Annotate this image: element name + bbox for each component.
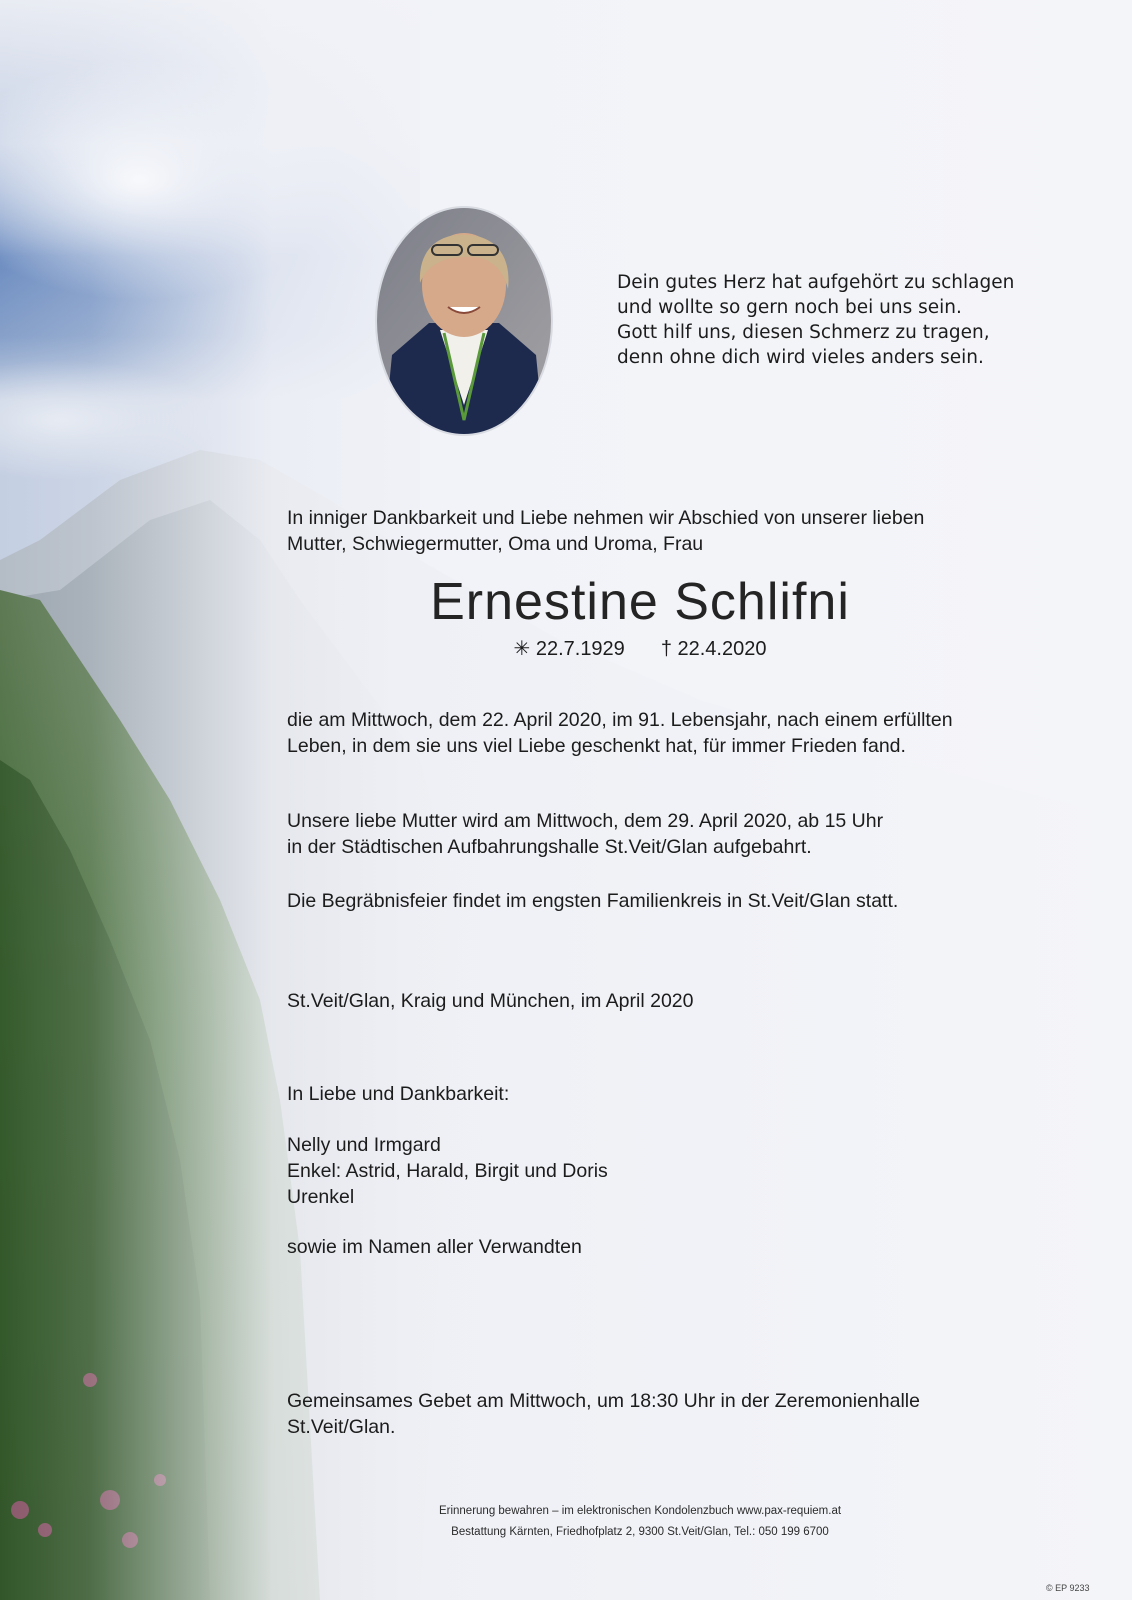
intro-paragraph bbox=[287, 505, 924, 557]
poem-line: und wollte so gern noch bei uns sein. bbox=[617, 297, 962, 318]
funeral-paragraph bbox=[287, 888, 898, 914]
death-date: † 22.4.2020 bbox=[660, 638, 767, 660]
death-paragraph bbox=[287, 707, 953, 759]
intro-line: In inniger Dankbarkeit und Liebe nehmen wir Abschied von unserer lieben bbox=[287, 507, 925, 529]
footer-address-line: Bestattung Kärnten, Friedhofplatz 2, 9300 St.Veit/Glan, Tel.: 050 199 6700 bbox=[451, 1526, 829, 1538]
lying-in-state-paragraph bbox=[287, 808, 883, 860]
death-line: die am Mittwoch, dem 22. April 2020, im 91. Lebensjahr, nach einem erfüllten bbox=[287, 709, 953, 731]
print-code: © EP 9233 bbox=[1046, 1583, 1090, 1593]
relatives-closing-text: sowie im Namen aller Verwandten bbox=[287, 1236, 582, 1258]
poem-line: denn ohne dich wird vieles anders sein. bbox=[617, 347, 984, 368]
place-date-line bbox=[287, 988, 693, 1014]
deceased-name: Ernestine Schlifni bbox=[430, 573, 850, 631]
mourner-entry: Nelly und Irmgard bbox=[287, 1134, 441, 1156]
mourners-list bbox=[287, 1132, 608, 1210]
lying-line: Unsere liebe Mutter wird am Mittwoch, dem 29. April 2020, ab 15 Uhr bbox=[287, 810, 884, 832]
mourner-entry: Urenkel bbox=[287, 1186, 355, 1208]
place-date: St.Veit/Glan, Kraig und München, im April 2020 bbox=[287, 990, 694, 1012]
poem-line: Dein gutes Herz hat aufgehört zu schlagen bbox=[617, 272, 1015, 293]
portrait-photo bbox=[374, 205, 554, 437]
death-line: Leben, in dem sie uns viel Liebe geschenkt hat, für immer Frieden fand. bbox=[287, 735, 906, 757]
life-dates bbox=[300, 636, 980, 662]
lying-line: in der Städtischen Aufbahrungshalle St.Veit/Glan aufgebahrt. bbox=[287, 836, 812, 858]
memorial-poem bbox=[617, 270, 1037, 370]
mourner-entry: Enkel: Astrid, Harald, Birgit und Doris bbox=[287, 1160, 608, 1182]
prayer-paragraph bbox=[287, 1388, 920, 1440]
mourners-heading bbox=[287, 1081, 509, 1107]
relatives-closing bbox=[287, 1234, 582, 1260]
birth-date: ✳ 22.7.1929 bbox=[513, 638, 625, 660]
prayer-line: St.Veit/Glan. bbox=[287, 1416, 396, 1438]
prayer-line: Gemeinsames Gebet am Mittwoch, um 18:30 Uhr in der Zeremonienhalle bbox=[287, 1390, 920, 1412]
funeral-line: Die Begräbnisfeier findet im engsten Familienkreis in St.Veit/Glan statt. bbox=[287, 890, 899, 912]
mourners-heading-text: In Liebe und Dankbarkeit: bbox=[287, 1083, 510, 1105]
intro-line: Mutter, Schwiegermutter, Oma und Uroma, Frau bbox=[287, 533, 704, 555]
footer-condolence-line: Erinnerung bewahren – im elektronischen Kondolenzbuch www.pax-requiem.at bbox=[438, 1505, 842, 1517]
poem-line: Gott hilf uns, diesen Schmerz zu tragen, bbox=[617, 322, 990, 343]
